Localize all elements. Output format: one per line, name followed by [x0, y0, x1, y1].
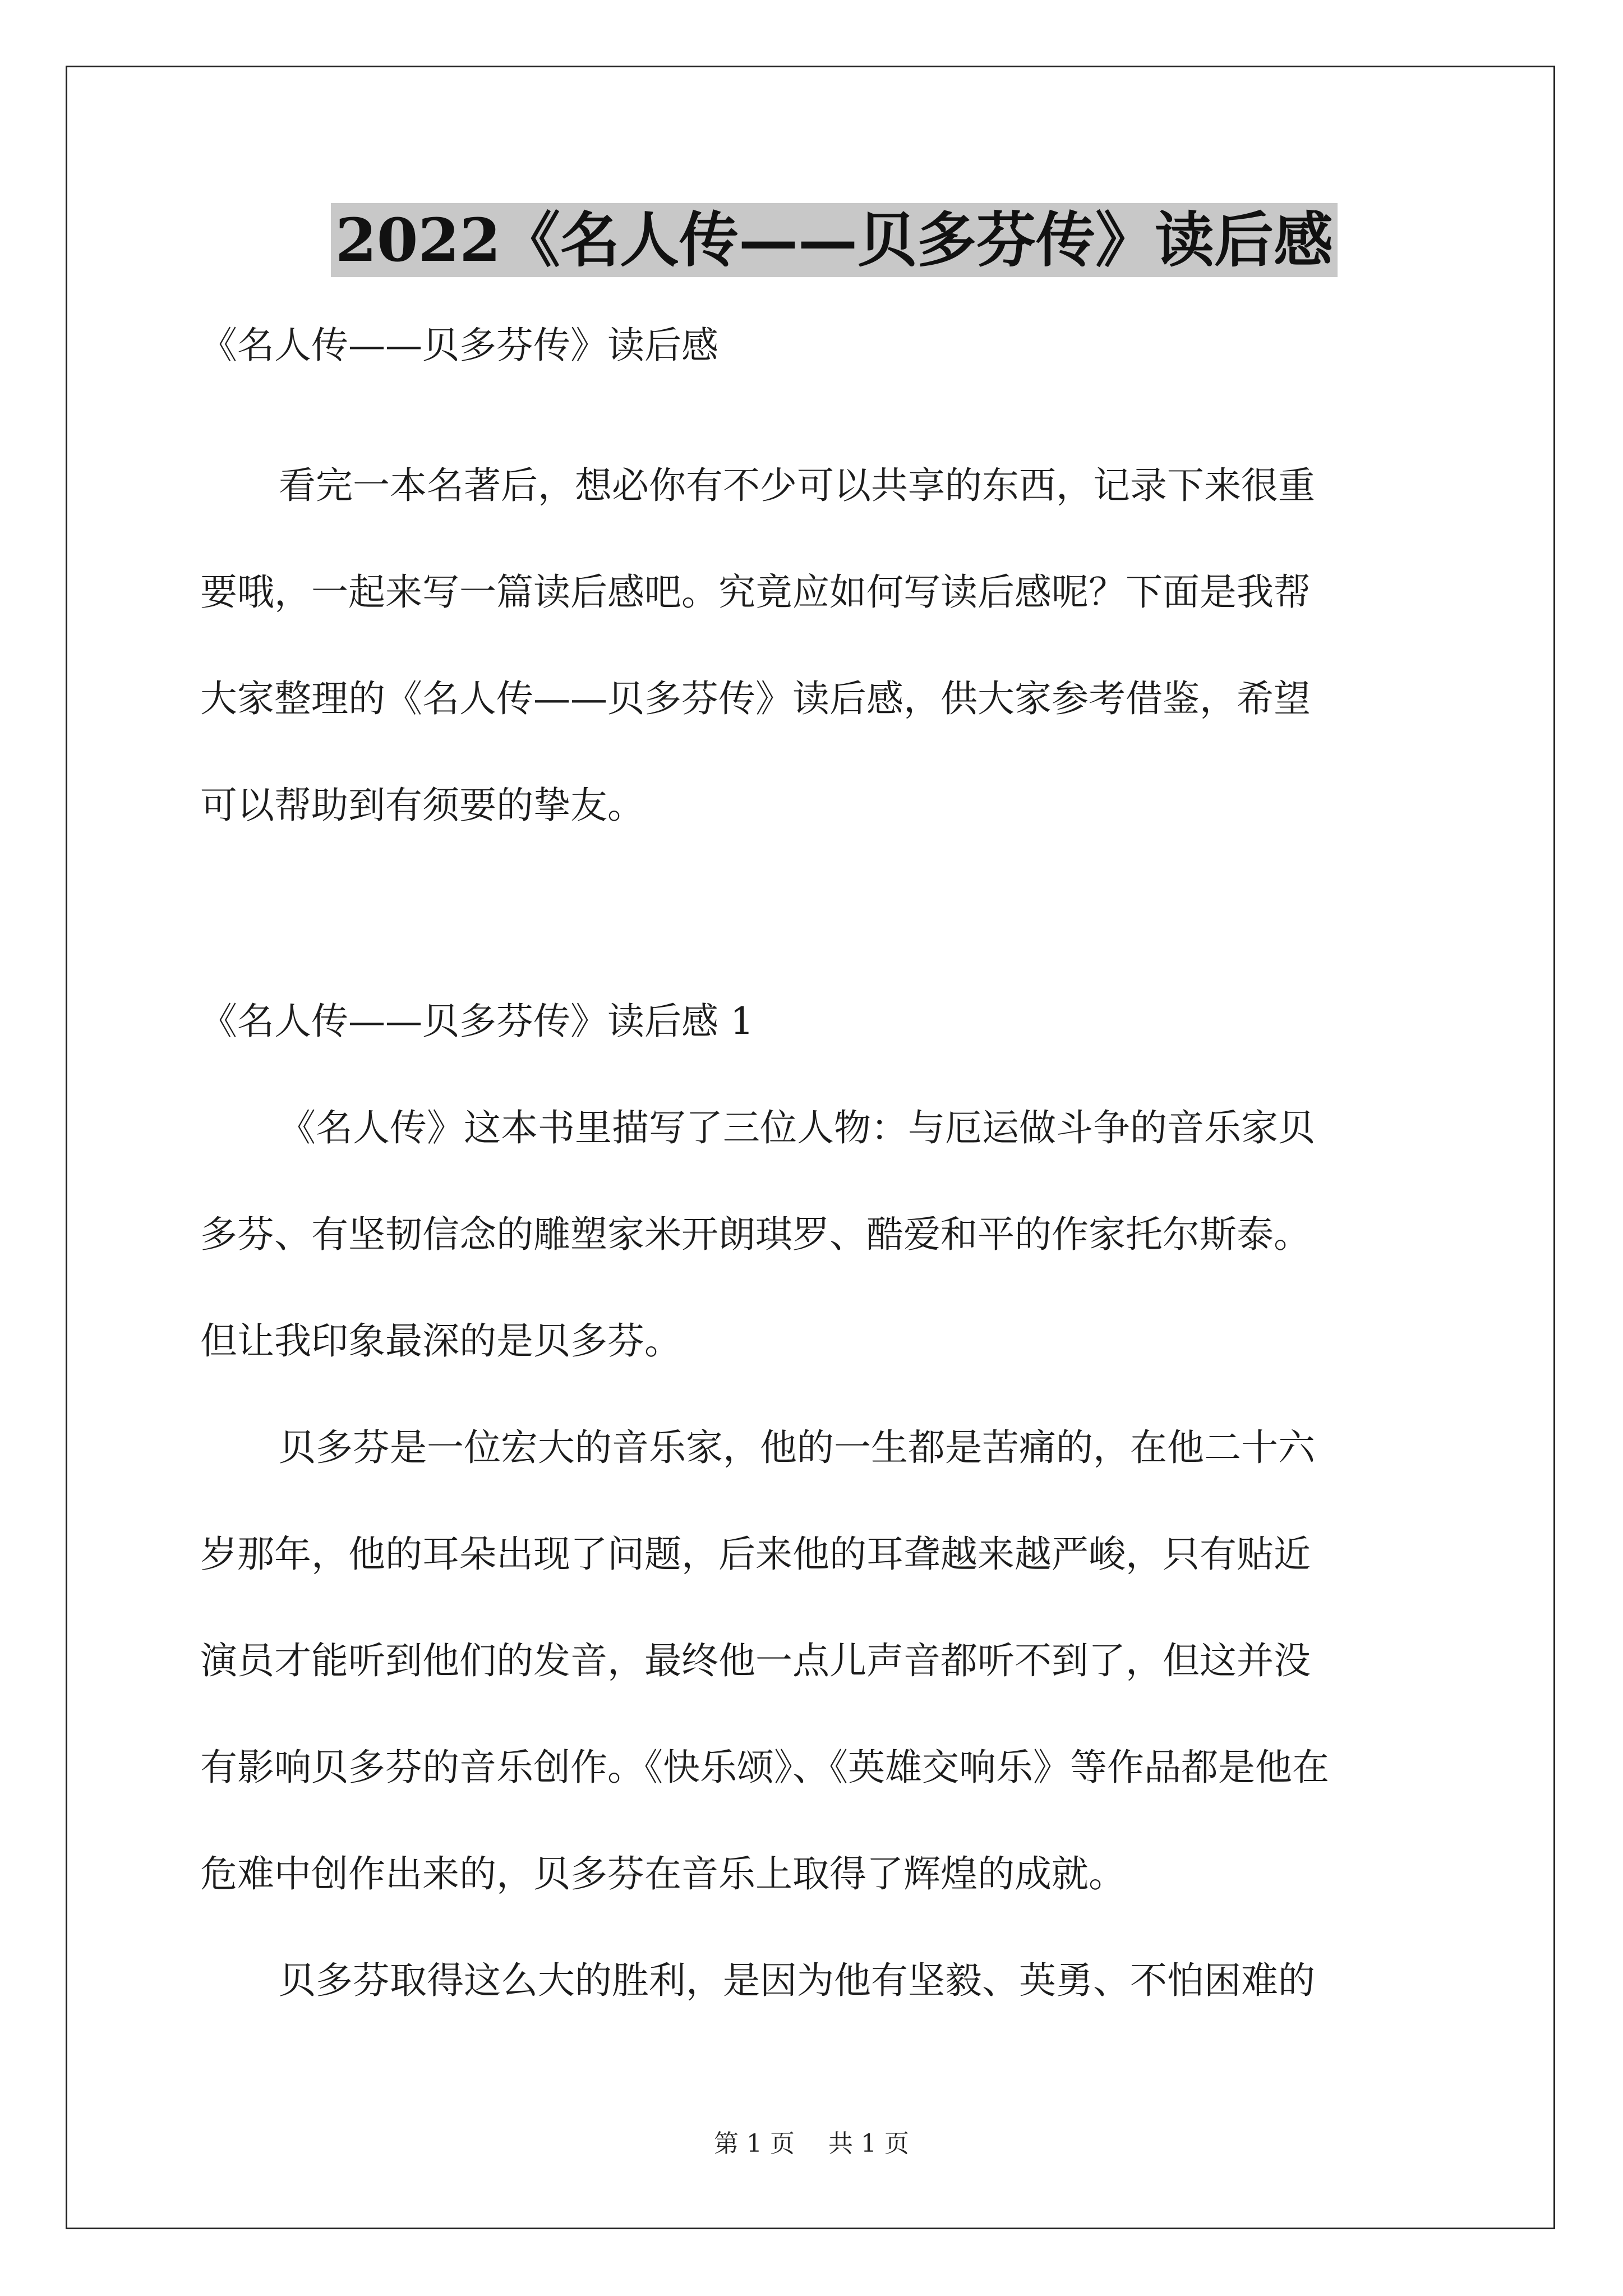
- intro-line-4: 可以帮助到有须要的挚友。: [200, 784, 644, 827]
- intro-line-1: 看完一本名著后，想必你有不少可以共享的东西，记录下来很重: [279, 464, 1315, 507]
- intro-line-3: 大家整理的《名人传——贝多芬传》读后感，供大家参考借鉴，希望: [200, 677, 1311, 720]
- para3-line-1: 贝多芬取得这么大的胜利，是因为他有坚毅、英勇、不怕困难的: [279, 1959, 1315, 2002]
- page-number: 第 1 页: [714, 2129, 795, 2158]
- para2-line-5: 危难中创作出来的，贝多芬在音乐上取得了辉煌的成就。: [200, 1852, 1126, 1895]
- section-heading: 《名人传——贝多芬传》读后感 1: [200, 1000, 754, 1043]
- document-subtitle: 《名人传——贝多芬传》读后感: [200, 324, 718, 367]
- para2-line-2: 岁那年，他的耳朵出现了问题，后来他的耳聋越来越严峻，只有贴近: [200, 1533, 1311, 1576]
- page-footer: [0, 2127, 1623, 2161]
- para1-line-2: 多芬、有坚韧信念的雕塑家米开朗琪罗、酷爱和平的作家托尔斯泰。: [200, 1213, 1311, 1256]
- page-total: 共 1 页: [828, 2129, 909, 2158]
- para2-line-3: 演员才能听到他们的发音，最终他一点儿声音都听不到了，但这并没: [200, 1639, 1311, 1682]
- para1-line-3: 但让我印象最深的是贝多芬。: [200, 1319, 681, 1363]
- intro-line-2: 要哦，一起来写一篇读后感吧。究竟应如何写读后感呢？下面是我帮: [200, 570, 1311, 614]
- document-title: 2022《名人传——贝多芬传》读后感: [331, 203, 1338, 277]
- para1-line-1: 《名人传》这本书里描写了三位人物：与厄运做斗争的音乐家贝: [279, 1106, 1315, 1149]
- para2-line-1: 贝多芬是一位宏大的音乐家，他的一生都是苦痛的，在他二十六: [279, 1426, 1315, 1469]
- para2-line-4: 有影响贝多芬的音乐创作。《快乐颂》、《英雄交响乐》等作品都是他在: [200, 1746, 1329, 1789]
